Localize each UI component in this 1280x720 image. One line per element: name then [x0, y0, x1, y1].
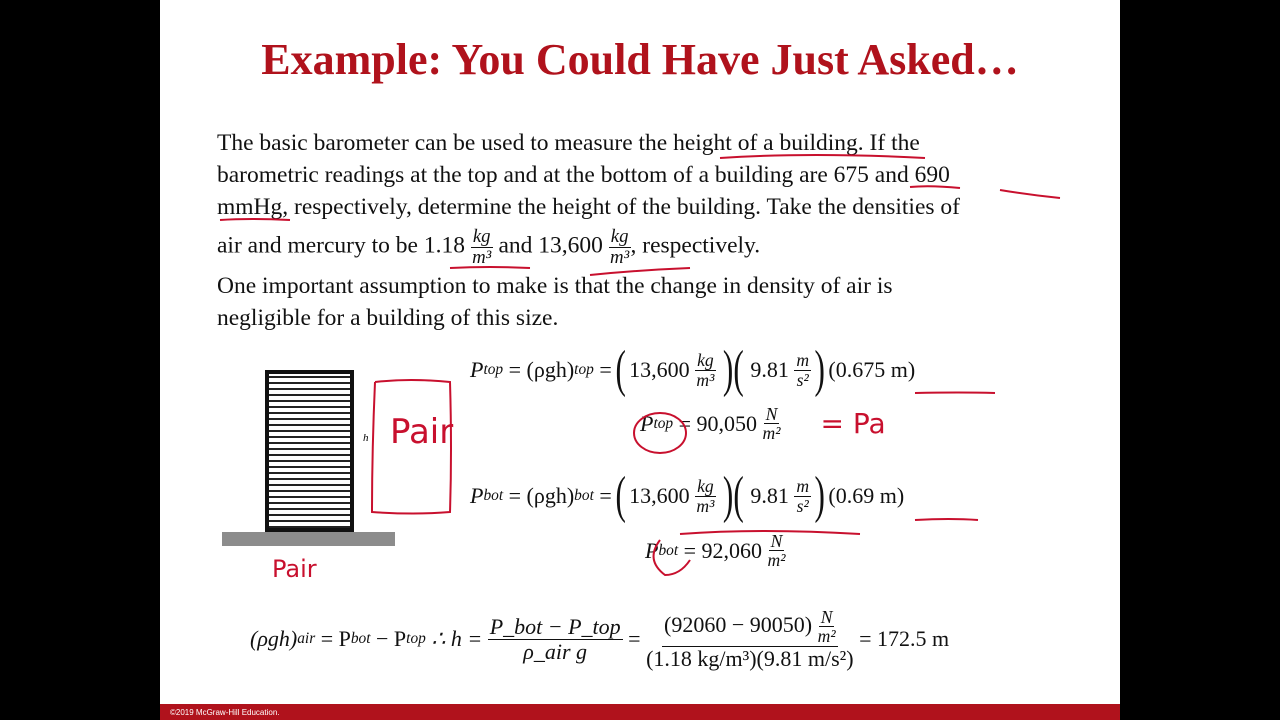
assumption-text: One important assumption to make is that the change in density of air is negligible for a building of this size.	[217, 273, 893, 331]
equation-ptop-result: P top = 90,050 $\frac{N}{\text{m²}}$ = Pa	[640, 404, 886, 444]
equation-height: (ρgh) air = P bot − P top ∴ h = $\frac{\text{P\_bot − P\_top}}{\text{ρ\_air g}}$ = (92060 − 90050) $\frac{N}{\text{m²}}$ (1.18 kg/m³)(9.81 m/s²) = 172.5 m	[250, 607, 950, 671]
text-line: barometric readings at the top and at the bottom of a building are 675 and 690	[217, 162, 950, 188]
handwritten-pair-box: Pair	[390, 412, 454, 452]
slide-title: Example: You Could Have Just Asked…	[261, 35, 1019, 84]
handwritten-pair-bottom: Pair	[272, 555, 317, 583]
text-line: air and mercury to be 1.18 $\frac{kg}{\text{m³}}$ and 13,600 $\frac{kg}{\text{m³}}$ , respectively.	[217, 226, 761, 268]
height-label: h	[363, 432, 369, 444]
text-line: mmHg, respectively, determine the height of the building. Take the densities of	[217, 194, 960, 220]
equation-pbot: P bot = (ρgh) bot = ( 13,600 $\frac{kg}{\text{m³}}$ )( 9.81 $\frac{m}{\text{s²}}$ ) (0.69 m)	[470, 467, 905, 524]
handwritten-annotations	[160, 0, 1120, 720]
equation-pbot-result: P bot = 92,060 $\frac{N}{\text{m²}}$	[645, 531, 786, 571]
slide	[160, 0, 1120, 720]
equation-ptop: P top = (ρgh) top = ( 13,600 $\frac{kg}{\text{m³}}$ )( 9.81 $\frac{m}{\text{s²}}$ ) (0.675 m)	[470, 341, 916, 398]
text-line: The basic barometer can be used to measure the height of a building. If the	[217, 130, 920, 156]
footer-copyright: ©2019 McGraw-Hill Education.	[160, 704, 1120, 720]
